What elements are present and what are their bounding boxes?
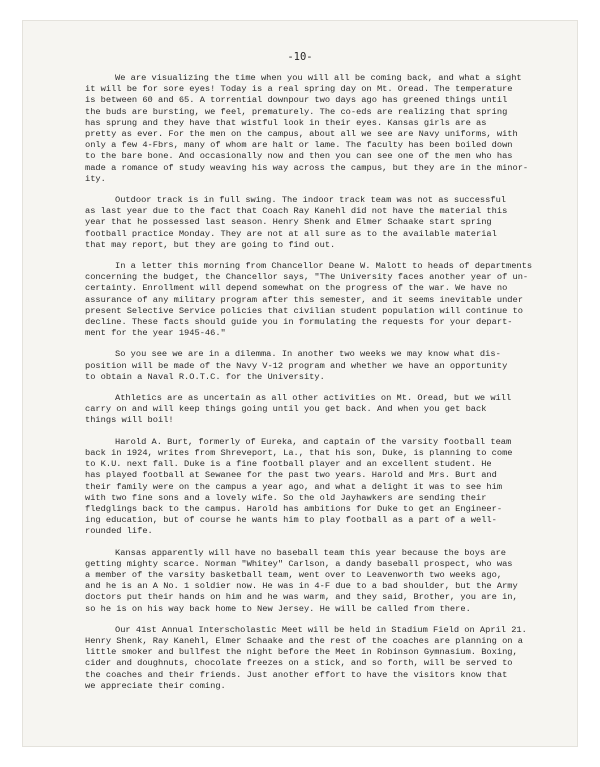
text-line: little smoker and bullfest the night before the Meet in Robinson Gymnasium. Boxing, [85, 647, 518, 658]
text-line: football practice Monday. They are not at all sure as to the available material [85, 228, 497, 239]
text-line: as last year due to the fact that Coach Ray Kanehl did not have the material this [85, 206, 508, 217]
text-line: assurance of any military program after this semester, and it seems inevitable under [85, 294, 523, 305]
text-line: getting mighty scarce. Norman "Whitey" Carlson, a dandy baseball prospect, who was [85, 558, 513, 569]
text-line: made a romance of study weaving his way across the campus, but they are in the minor- [85, 162, 529, 173]
text-line: and he is an A No. 1 soldier now. He was in 4-F due to a bad shoulder, but the Army [85, 581, 518, 592]
text-line: pretty as ever. For the men on the campus, about all we see are Navy uniforms, with [85, 129, 518, 140]
text-line: has sprung and they have that wistful look in their eyes. Kansas girls are as [85, 117, 487, 128]
text-line: decline. These facts should guide you in formulating the requests for your depart- [85, 317, 513, 328]
text-line: to obtain a Naval R.O.T.C. for the University. [85, 371, 325, 382]
dilemma-paragraph [85, 349, 559, 383]
text-line: ity. [85, 173, 106, 184]
text-line: ment for the year 1945-46." [85, 328, 226, 339]
text-line: position will be made of the Navy V-12 program and whether we have an opportunity [85, 360, 508, 371]
text-line: concerning the budget, the Chancellor says, "The University faces another year of un- [85, 272, 529, 283]
spring-paragraph [85, 73, 559, 185]
text-line: Our 41st Annual Interscholastic Meet will be held in Stadium Field on April 21. [115, 624, 527, 635]
text-line: things will boil! [85, 415, 174, 426]
text-line: it will be for sore eyes! Today is a real spring day on Mt. Oread. The temperature [85, 84, 513, 95]
text-line: So you see we are in a dilemma. In another two weeks we may know what dis- [115, 349, 501, 360]
text-line: has played football at Sewanee for the past two years. Harold and Mrs. Burt and [85, 470, 497, 481]
text-line: so he is on his way back home to New Jersey. He will be called from there. [85, 603, 471, 614]
budget-paragraph [85, 261, 559, 339]
athletics-paragraph [85, 393, 559, 427]
text-line: doctors put their hands on him and he was warm, and they said, Brother, you are in, [85, 592, 518, 603]
text-line: present Selective Service policies that civilian student population will continue to [85, 305, 523, 316]
text-line: We are visualizing the time when you will all be coming back, and what a sight [115, 73, 522, 83]
text-line: a member of the varsity basketball team, went over to Leavenworth two weeks ago, [85, 569, 503, 580]
text-line: Outdoor track is in full swing. The indoor track team was not as successful [115, 195, 507, 206]
text-line: certainty. Enrollment will depend somewhat on the progress of the war. We have no [85, 283, 508, 294]
text-line: In a letter this morning from Chancellor Deane W. Malott to heads of departments [115, 261, 533, 272]
text-line: Athletics are as uncertain as all other activities on Mt. Oread, but we will [115, 393, 512, 404]
text-line: year that he possessed last season. Henry Shenk and Elmer Schaake start spring [85, 217, 492, 228]
text-line: the buds are bursting, we feel, prematurely. The co-eds are realizing that spring [85, 106, 508, 117]
text-line: Henry Shenk, Ray Kanehl, Elmer Schaake and the rest of the coaches are planning on a [85, 635, 523, 646]
text-line: Kansas apparently will have no baseball team this year because the boys are [115, 547, 507, 558]
text-line: ing education, but of course he wants him to play football as a part of a well- [85, 515, 497, 526]
document-page [22, 20, 578, 747]
text-line: fledglings back to the campus. Harold has ambitions for Duke to get an Engineer- [85, 503, 503, 514]
text-line: Harold A. Burt, formerly of Eureka, and captain of the varsity football team [115, 436, 512, 447]
track-paragraph [85, 195, 559, 251]
text-line: is between 60 and 65. A torrential downpour two days ago has greened things until [85, 95, 508, 106]
text-line: their family were on the campus a year ago, and what a delight it was to see him [85, 481, 503, 492]
text-line: to K.U. next fall. Duke is a fine football player and an excellent student. He [85, 459, 492, 470]
text-line: carry on and will keep things going until you get back. And when you get back [85, 404, 487, 415]
burt-paragraph [85, 437, 559, 538]
text-line: cider and doughnuts, chocolate freezes on a stick, and so forth, will be served to [85, 658, 513, 669]
text-line: to the bare bone. And occasionally now and then you can see one of the men who has [85, 151, 513, 162]
text-line: we appreciate their coming. [85, 680, 226, 691]
text-line: back in 1924, writes from Shreveport, La., that his son, Duke, is planning to come [85, 447, 513, 458]
interscholastic-paragraph [85, 625, 559, 692]
text-line: the coaches and their friends. Just another effort to have the visitors know that [85, 669, 508, 680]
text-line: rounded life. [85, 526, 153, 537]
text-line: only a few 4-Fbrs, many of whom are halt or lame. The faculty has been boiled down [85, 140, 513, 151]
document-body [85, 73, 559, 702]
text-line: that may report, but they are going to find out. [85, 239, 336, 250]
text-line: with two fine sons and a lovely wife. So the old Jayhawkers are sending their [85, 492, 487, 503]
baseball-paragraph [85, 548, 559, 615]
page-number: -10- [287, 51, 313, 63]
